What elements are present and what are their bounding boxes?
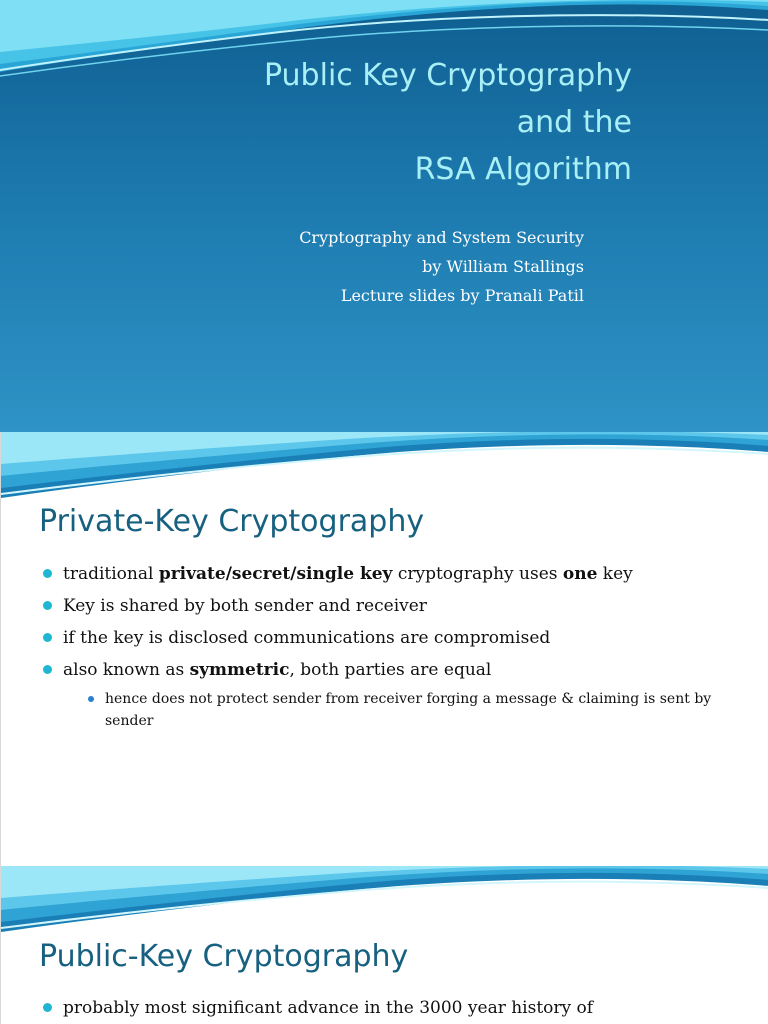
sub-bullet-text: hence does not protect sender from receiver forging a message & claiming is sent by sender [105,691,712,729]
bullet-text: traditional [63,564,159,584]
bullet-item [41,590,748,622]
bullet-list [41,992,748,1024]
title-line-2: and the [516,105,632,140]
subtitle-line-3: Lecture slides by Pranali Patil [340,286,584,305]
bullet-bold-text: one [562,564,598,584]
bullet-text: if the key is disclosed communications are compromised [63,628,551,648]
private-key-slide [0,432,768,866]
wave-decoration [1,432,768,500]
bullet-item [41,558,748,590]
slide-heading: Public-Key Cryptography [39,939,409,974]
bullet-item [41,654,748,732]
bullet-bold-text: private/secret/single key [158,564,393,584]
subtitle-line-2: by William Stallings [422,257,584,276]
bullet-list [41,558,748,732]
bullet-item [41,992,748,1024]
slide-heading: Private-Key Cryptography [39,504,425,539]
sub-bullet-list [63,688,748,732]
bullet-bold-text: symmetric [189,660,290,680]
bullet-text: key [597,564,633,584]
public-key-slide [0,866,768,1024]
bullet-text: Key is shared by both sender and receiver [63,596,427,616]
bullet-text: probably most significant advance in the 3000 year history of [63,998,594,1018]
title-slide [0,0,768,432]
bullet-text: also known as [63,660,190,680]
title-line-3: RSA Algorithm [414,152,632,187]
slide-subtitle [299,223,584,310]
bullet-item [41,622,748,654]
title-line-1: Public Key Cryptography [263,58,632,93]
subtitle-line-1: Cryptography and System Security [299,228,584,247]
bullet-text: cryptography uses [392,564,563,584]
bullet-text: , both parties are equal [289,660,492,680]
sub-bullet-item [85,688,745,732]
wave-decoration [1,866,768,934]
slide-title [264,52,632,193]
